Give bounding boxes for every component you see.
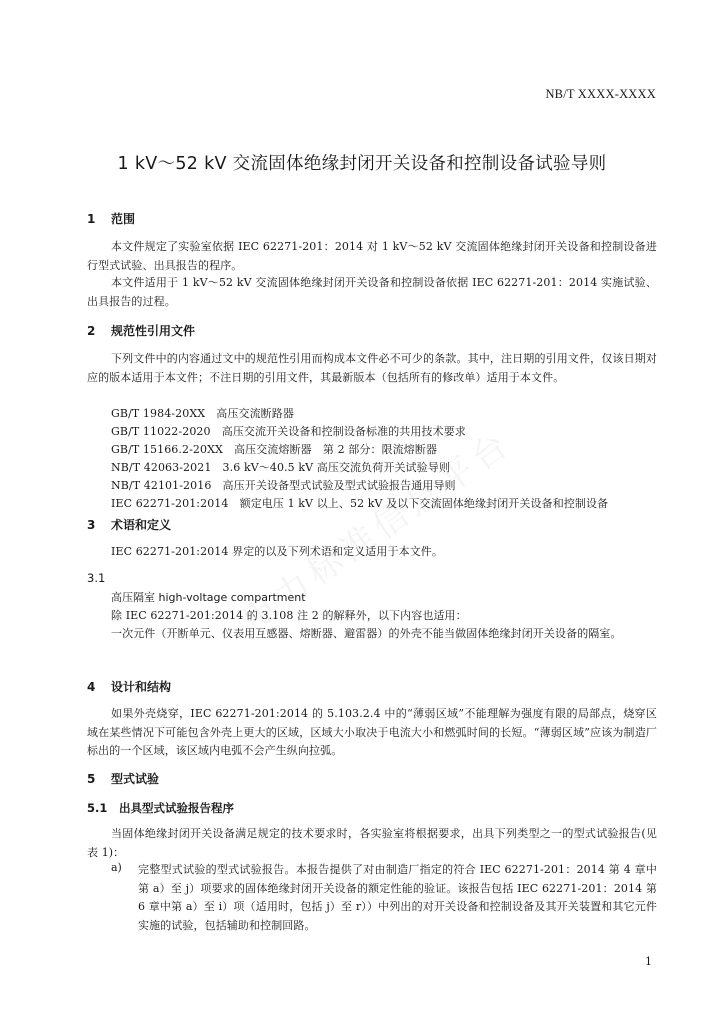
section-title: 范围 — [111, 212, 136, 226]
paragraph: 除 IEC 62271-201:2014 的 3.108 注 2 的解释外，以下内容也适用： — [111, 609, 467, 622]
section-2-heading — [87, 322, 195, 339]
reference-item: NB/T 42063-2021 3.6 kV～40.5 kV 高压交流负荷开关试验导则 — [111, 461, 450, 474]
section-title: 规范性引用文件 — [111, 324, 196, 338]
section-number: 1 — [87, 212, 96, 226]
subsection-number: 3.1 — [87, 571, 106, 585]
subsection-title: 出具型式试验报告程序 — [119, 801, 234, 815]
standard-code: NB/T XXXX-XXXX — [545, 87, 656, 101]
list-item-label: a) — [111, 861, 122, 874]
paragraph: 如果外壳烧穿，IEC 62271-201:2014 的 5.103.2.4 中的“薄弱区域”不能理解为强度有限的局部点，烧穿区域在某些情况下可能包含外壳上更大的区域，区域大小取决于电流大小和燃弧时间的长短。“薄弱区域”应该为制造厂标出的一个区域，该区域内电弧不会产生纵向拉弧。 — [87, 707, 657, 757]
subsection-5-1-heading — [87, 800, 234, 816]
reference-item: GB/T 15166.2-20XX 高压交流熔断器 第 2 部分：限流熔断器 — [111, 443, 438, 456]
reference-item: NB/T 42101-2016 高压开关设备型式试验及型式试验报告通用导则 — [111, 479, 456, 492]
section-number: 2 — [87, 324, 96, 338]
section-number: 3 — [87, 518, 96, 532]
section-title: 术语和定义 — [111, 518, 172, 532]
reference-item: GB/T 11022-2020 高压交流开关设备和控制设备标准的共用技术要求 — [111, 425, 466, 438]
section-5-heading — [87, 770, 159, 787]
section-1-heading — [87, 210, 135, 227]
term-entry: 高压隔室 high-voltage compartment — [111, 591, 306, 604]
list-item-text: 完整型式试验的型式试验报告。本报告提供了对由制造厂指定的符合 IEC 62271-201：2014 第 4 章中第 a）至 j）项要求的固体绝缘封闭开关设备的额定性能的验证。该报告包括 IEC 62271-201：2014 第 6 章中第 a）至 i）项（适用时，包括 j）至 r））中列出的对开关设备和控制设备及其开关装置和其它元件实施的试验，包括辅助和控制回路。 — [138, 863, 657, 932]
reference-item: IEC 62271-201:2014 额定电压 1 kV 以上、52 kV 及以下交流固体绝缘封闭开关设备和控制设备 — [111, 497, 609, 510]
paragraph: 一次元件（开断单元、仪表用互感器、熔断器、避雷器）的外壳不能当做固体绝缘封闭开关设备的隔室。 — [111, 627, 622, 640]
paragraph: IEC 62271-201:2014 界定的以及下列术语和定义适用于本文件。 — [111, 545, 443, 558]
paragraph: 本文件适用于 1 kV～52 kV 交流固体绝缘封闭开关设备和控制设备依据 IEC 62271-201：2014 实施试验、出具报告的过程。 — [87, 276, 657, 308]
section-number: 4 — [87, 680, 96, 694]
subsection-number: 5.1 — [87, 801, 108, 815]
paragraph: 本文件规定了实验室依据 IEC 62271-201：2014 对 1 kV～52 kV 交流固体绝缘封闭开关设备和控制设备进行型式试验、出具报告的程序。 — [87, 240, 657, 272]
paragraph: 当固体绝缘封闭开关设备满足规定的技术要求时，各实验室将根据要求，出具下列类型之一的型式试验报告(见表 1)： — [87, 827, 657, 859]
section-title: 型式试验 — [111, 772, 160, 786]
page-number: 1 — [645, 955, 652, 968]
section-title: 设计和结构 — [111, 680, 172, 694]
section-4-heading — [87, 678, 171, 695]
paragraph: 下列文件中的内容通过文中的规范性引用而构成本文件必不可少的条款。其中，注日期的引用文件，仅该日期对应的版本适用于本文件；不注日期的引用文件，其最新版本（包括所有的修改单）适用于本文件。 — [87, 352, 657, 384]
document-title: 1 kV～52 kV 交流固体绝缘封闭开关设备和控制设备试验导则 — [117, 154, 607, 174]
section-number: 5 — [87, 772, 96, 786]
section-3-heading — [87, 516, 171, 533]
reference-item: GB/T 1984-20XX 高压交流断路器 — [111, 407, 294, 420]
